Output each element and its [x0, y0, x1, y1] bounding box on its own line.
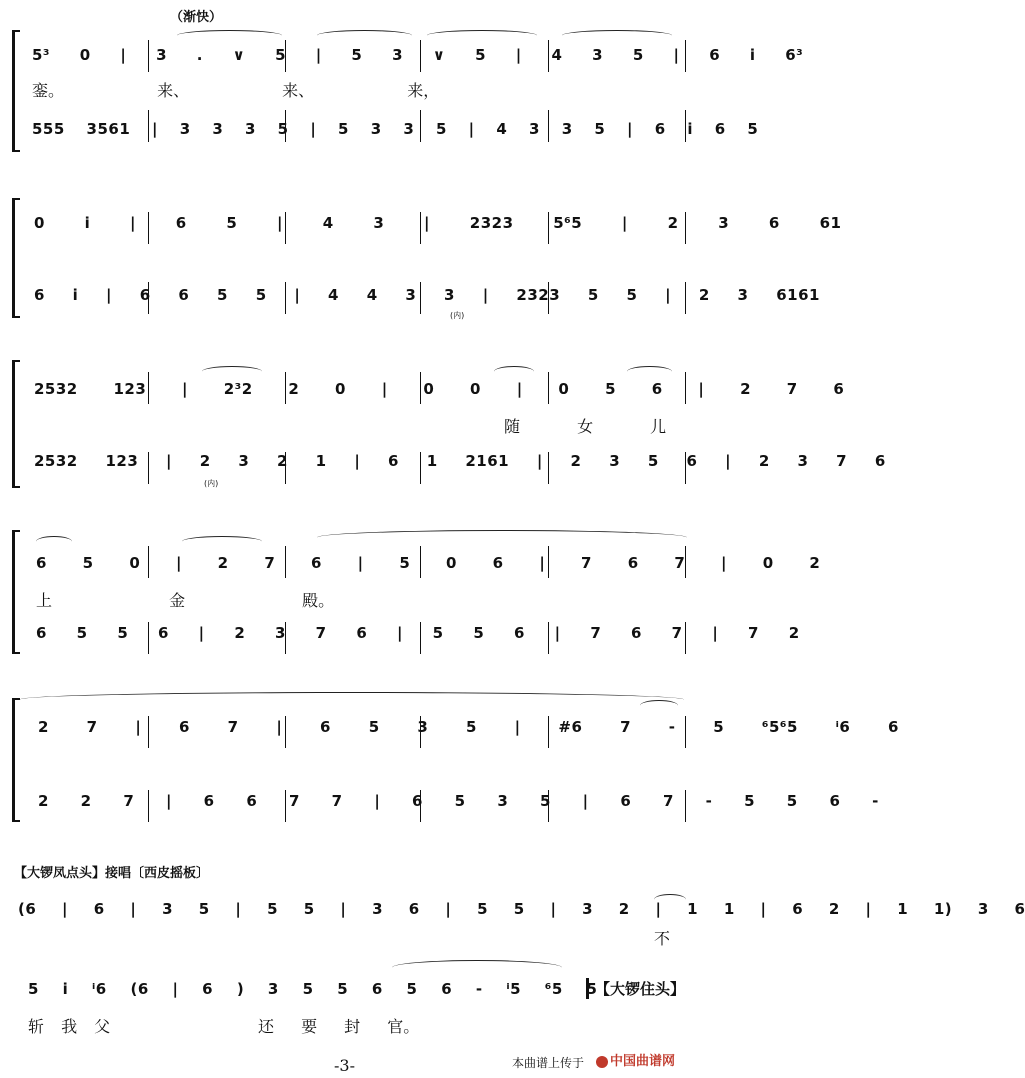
section-label: 【大锣凤点头】接唱〔西皮摇板〕	[14, 866, 210, 881]
bar-line	[148, 110, 149, 142]
bar-line	[420, 110, 421, 142]
bar-line	[548, 716, 549, 748]
bar-line	[420, 372, 421, 404]
bar-line	[148, 282, 149, 314]
system-bracket	[12, 360, 20, 488]
bar-line	[548, 282, 549, 314]
system-bracket	[12, 30, 20, 152]
bar-line	[685, 716, 686, 748]
slur	[494, 366, 534, 377]
bar-line	[420, 452, 421, 484]
bar-line	[148, 452, 149, 484]
bar-line	[420, 282, 421, 314]
slur	[562, 30, 672, 41]
bar-line	[148, 372, 149, 404]
final-lyrics-a: 斩 我 父	[28, 1017, 111, 1036]
page-number: -3-	[334, 1056, 355, 1075]
bar-line	[548, 40, 549, 72]
logo-icon	[596, 1056, 608, 1068]
bar-line	[285, 622, 286, 654]
voice-line: 2532 123 | 2³2 2 0 | 0 0 | 0 5 6 | 2 7 6	[34, 380, 845, 398]
bar-line	[285, 40, 286, 72]
bar-line	[285, 716, 286, 748]
bar-line	[685, 622, 686, 654]
bar-line	[420, 40, 421, 72]
bar-line	[148, 716, 149, 748]
slur	[627, 366, 672, 377]
bar-line	[148, 546, 149, 578]
bar-line	[285, 212, 286, 244]
system-bracket	[12, 530, 20, 654]
score-system-5	[12, 698, 899, 822]
logo-text: 中国曲谱网	[610, 1054, 676, 1069]
footer-text: 本曲谱上传于	[512, 1056, 585, 1070]
bar-line	[148, 40, 149, 72]
bar-line	[685, 372, 686, 404]
annotation: (内)	[450, 311, 465, 320]
slur	[640, 700, 678, 711]
bar-line	[685, 546, 686, 578]
bar-line	[420, 790, 421, 822]
annotation: (内)	[204, 479, 219, 488]
score-system-3	[12, 360, 886, 490]
voice-line: 5³ 0 | 3 . ∨ 5 | 5 3 ∨ 5 | 4 3 5 | 6 i 6³	[32, 46, 804, 64]
bar-line	[285, 372, 286, 404]
bar-line	[548, 790, 549, 822]
bar-line	[685, 212, 686, 244]
voice-line: 6 5 0 | 2 7 6 | 5 0 6 | 7 6 7 | 0 2	[36, 554, 821, 572]
bar-line	[685, 790, 686, 822]
system-bracket	[12, 198, 20, 318]
slur	[654, 894, 686, 905]
tempo-marking: （渐快）	[170, 10, 223, 25]
accompaniment-line: 2532 123 | 2 3 2 1 | 6 1 2161 | 2 3 5 6 | 2 3 7 6	[34, 452, 886, 470]
tie-line	[317, 530, 687, 545]
bar-line	[548, 110, 549, 142]
tie-line	[20, 692, 684, 707]
system-bracket	[12, 698, 20, 822]
voice-line: 2 7 | 6 7 | 6 5 3 5 | #6 7 - 5 ⁶5⁶5 ⁱ6 6	[38, 718, 899, 736]
bar-line	[420, 546, 421, 578]
lyrics-line: 上 金 殿。	[36, 591, 335, 610]
final-lyrics-b: 还 要 封 官。	[258, 1017, 420, 1036]
lyrics-line: 随 女 儿	[504, 417, 667, 436]
bar-line	[685, 40, 686, 72]
slur	[177, 30, 282, 41]
bar-line	[420, 212, 421, 244]
accompaniment-line: 555 3561 | 3 3 3 5 | 5 3 3 5 | 4 3 3 5 | 6 i 6 5	[32, 120, 759, 138]
bar-line	[548, 212, 549, 244]
bar-line	[685, 110, 686, 142]
final-voice-line: 5 i ⁱ6 (6 | 6 ) 3 5 5 6 5 6 - ⁱ5 ⁶5 5	[28, 980, 598, 998]
accompaniment-line: 6 i | 6 6 5 5 | 4 4 3 3 | 2323 5 5 | 2 3 6161	[34, 286, 820, 304]
bar-line	[285, 282, 286, 314]
bar-line	[685, 452, 686, 484]
end-label: 【大锣住头】	[586, 978, 685, 999]
bar-line	[685, 282, 686, 314]
bar-line	[548, 546, 549, 578]
bar-line	[548, 372, 549, 404]
lyrics-line: 銮。 来、 来、 来，	[32, 81, 440, 100]
score-system-1	[12, 30, 804, 150]
bar-line	[420, 622, 421, 654]
bar-line	[548, 452, 549, 484]
bar-line	[148, 790, 149, 822]
slur	[182, 536, 262, 547]
interlude-line: (6 | 6 | 3 5 | 5 5 | 3 6 | 5 5 | 3 2 | 1 1 | 6 2 | 1 1) 3 6	[18, 900, 1025, 918]
bar-line	[148, 212, 149, 244]
slur	[427, 30, 537, 41]
score-system-4	[12, 530, 821, 652]
bar-line	[285, 790, 286, 822]
voice-line: 0 i | 6 5 | 4 3 | 2323 5⁶5 | 2 3 6 61	[34, 214, 842, 232]
score-system-2	[12, 198, 842, 320]
bar-line	[420, 716, 421, 748]
lyric-word: 不	[654, 929, 671, 948]
bar-line	[148, 622, 149, 654]
slur	[36, 536, 72, 547]
bar-line	[548, 622, 549, 654]
slur	[317, 30, 412, 41]
tie-line	[392, 960, 562, 975]
accompaniment-line: 2 2 7 | 6 6 7 7 | 6 5 3 5 | 6 7 - 5 5 6 -	[38, 792, 879, 810]
site-logo	[596, 1050, 675, 1069]
bar-line	[285, 110, 286, 142]
accompaniment-line: 6 5 5 6 | 2 3 7 6 | 5 5 6 | 7 6 7 | 7 2	[36, 624, 800, 642]
bar-line	[285, 452, 286, 484]
bar-line	[285, 546, 286, 578]
slur	[202, 366, 262, 377]
